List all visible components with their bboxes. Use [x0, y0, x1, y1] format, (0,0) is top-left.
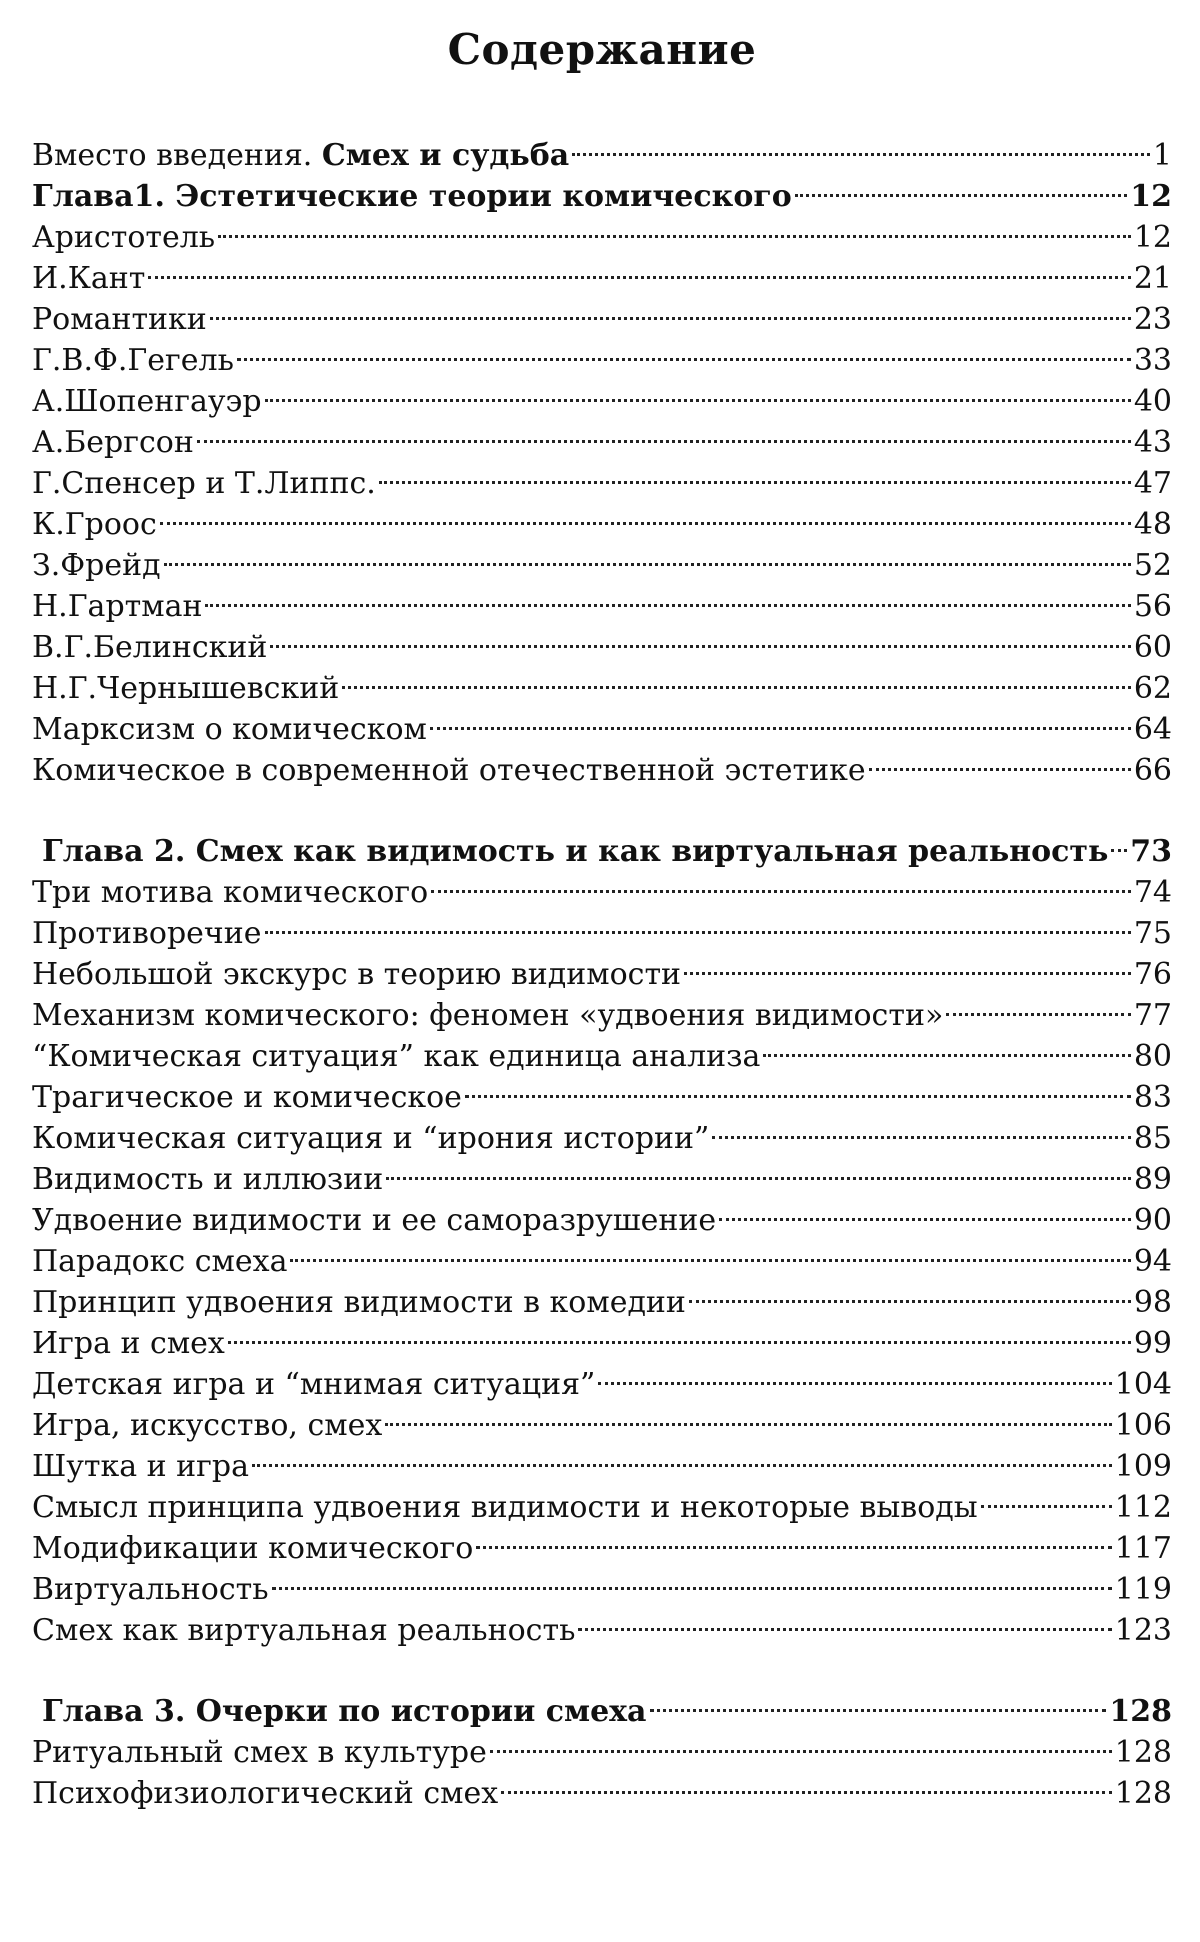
toc-entry-title: В.Г.Белинский — [32, 630, 268, 665]
toc-entry-page: 112 — [1114, 1490, 1172, 1525]
dot-leader — [290, 1230, 1130, 1271]
dot-leader — [572, 124, 1150, 165]
dot-leader — [272, 1558, 1112, 1599]
toc-entry-page: 117 — [1114, 1531, 1172, 1566]
toc-entry-page: 66 — [1133, 753, 1172, 788]
dot-leader — [205, 575, 1130, 616]
toc-entry-page: 123 — [1114, 1613, 1172, 1648]
dot-leader — [210, 288, 1131, 329]
toc-entry-page: 106 — [1114, 1408, 1172, 1443]
toc-entry-title: Принцип удвоения видимости в комедии — [32, 1285, 686, 1320]
toc-entry-title: А.Шопенгауэр — [32, 384, 262, 419]
toc-entry[interactable] — [32, 247, 1172, 296]
dot-leader — [763, 1025, 1130, 1066]
toc-entry-page: 104 — [1114, 1367, 1172, 1402]
chapter-heading[interactable] — [32, 1680, 1172, 1729]
intro-section — [32, 124, 1172, 173]
dot-leader — [490, 1721, 1112, 1762]
chapter-heading[interactable] — [32, 820, 1172, 869]
dot-leader — [342, 657, 1131, 698]
toc-entry-page: 52 — [1133, 548, 1172, 583]
toc-entry-title: Н.Гартман — [32, 589, 203, 624]
dot-leader — [431, 861, 1131, 902]
dot-leader — [465, 1066, 1131, 1107]
toc-entry-title: Г.В.Ф.Гегель — [32, 343, 234, 378]
toc-entry-title: Шутка и игра — [32, 1449, 249, 1484]
chapter-section-1 — [32, 165, 1172, 788]
dot-leader — [430, 698, 1131, 739]
toc-entry-title: Психофизиологический смех — [32, 1776, 499, 1811]
dot-leader — [795, 165, 1128, 206]
toc-entry-title: Игра, искусство, смех — [32, 1408, 383, 1443]
dot-leader — [684, 943, 1131, 984]
toc-entry-page: 94 — [1133, 1244, 1172, 1279]
dot-leader — [501, 1762, 1112, 1803]
toc-entry-title: Комическое в современной отечественной эстетике — [32, 753, 866, 788]
toc-entry-page: 62 — [1133, 671, 1172, 706]
toc-entry-title: Небольшой экскурс в теорию видимости — [32, 957, 682, 992]
toc-entry-title: Детская игра и “мнимая ситуация” — [32, 1367, 596, 1402]
toc-entry-page: 64 — [1133, 712, 1172, 747]
toc-entry-title: Модификации комического — [32, 1531, 474, 1566]
toc-entry-page: 77 — [1133, 998, 1172, 1033]
toc-entry-page: 60 — [1133, 630, 1172, 665]
dot-leader — [160, 493, 1131, 534]
toc-entry-page: 48 — [1133, 507, 1172, 542]
toc-entry-title: Глава 3. Очерки по истории смеха — [42, 1694, 647, 1729]
chapters-list — [32, 165, 1172, 1811]
page-title: Содержание — [447, 25, 757, 74]
toc-entry-page: 128 — [1114, 1776, 1172, 1811]
dot-leader — [719, 1189, 1131, 1230]
toc-entry-title: К.Гроос — [32, 507, 157, 542]
toc-entry[interactable] — [32, 616, 1172, 665]
toc-entry-title: Смысл принципа удвоения видимости и некоторые выводы — [32, 1490, 978, 1525]
toc-entry-title — [32, 135, 569, 176]
toc-entry-page: 21 — [1133, 261, 1172, 296]
dot-leader — [148, 247, 1130, 288]
toc-entry-page: 90 — [1133, 1203, 1172, 1238]
toc-entry-title: Ритуальный смех в культуре — [32, 1735, 487, 1770]
dot-leader — [598, 1353, 1111, 1394]
toc-entry[interactable] — [32, 534, 1172, 583]
toc-entry-title: Глава1. Эстетические теории комического — [32, 179, 792, 214]
toc-entry-intro[interactable] — [32, 124, 1172, 173]
dot-leader — [164, 534, 1131, 575]
dot-leader — [252, 1435, 1112, 1476]
dot-leader — [578, 1599, 1111, 1640]
toc-entry-page: 99 — [1133, 1326, 1172, 1361]
dot-leader — [981, 1476, 1112, 1517]
toc-entry-page: 33 — [1133, 343, 1172, 378]
toc-entry-page: 40 — [1133, 384, 1172, 419]
dot-leader — [265, 902, 1131, 943]
toc-entry-page: 76 — [1133, 957, 1172, 992]
toc-entry-title: Три мотива комического — [32, 875, 429, 910]
dot-leader — [197, 411, 1131, 452]
toc-entry-page: 80 — [1133, 1039, 1172, 1074]
toc-entry-page: 23 — [1133, 302, 1172, 337]
intro-prefix: Вместо введения. — [32, 138, 322, 173]
toc-entry-title: Виртуальность — [32, 1572, 269, 1607]
toc-entry-page: 12 — [1133, 220, 1172, 255]
toc-entry-title: Смех как виртуальная реальность — [32, 1613, 576, 1648]
toc-entry-page: 12 — [1130, 179, 1172, 214]
toc-entry-title: И.Кант — [32, 261, 146, 296]
toc-entry-page: 89 — [1133, 1162, 1172, 1197]
dot-leader — [270, 616, 1130, 657]
toc-entry-title: Противоречие — [32, 916, 262, 951]
toc-entry-title: З.Фрейд — [32, 548, 161, 583]
toc-entry-page: 74 — [1133, 875, 1172, 910]
toc-entry[interactable] — [32, 452, 1172, 501]
toc-entry-title: Романтики — [32, 302, 207, 337]
toc-entry[interactable] — [32, 575, 1172, 624]
dot-leader — [386, 1148, 1131, 1189]
dot-leader — [265, 370, 1131, 411]
toc-entry-page: 128 — [1109, 1694, 1172, 1729]
toc-entry-title: Видимость и иллюзии — [32, 1162, 384, 1197]
toc-entry-title: Аристотель — [32, 220, 216, 255]
toc-entry-page: 128 — [1114, 1735, 1172, 1770]
toc-entry-title: “Комическая ситуация” как единица анализа — [32, 1039, 761, 1074]
toc-entry-page: 109 — [1114, 1449, 1172, 1484]
toc-entry-title: Механизм комического: феномен «удвоения видимости» — [32, 998, 944, 1033]
toc-entry-title: Н.Г.Чернышевский — [32, 671, 340, 706]
toc-entry[interactable] — [32, 411, 1172, 460]
dot-leader — [1111, 820, 1127, 861]
toc-entry-page: 73 — [1130, 834, 1172, 869]
dot-leader — [228, 1312, 1131, 1353]
toc-entry-title: Удвоение видимости и ее саморазрушение — [32, 1203, 717, 1238]
toc-entry-page: 56 — [1133, 589, 1172, 624]
toc-entry-page: 43 — [1133, 425, 1172, 460]
dot-leader — [476, 1517, 1111, 1558]
toc-entry-page: 1 — [1152, 138, 1172, 173]
intro-title: Смех и судьба — [321, 138, 570, 173]
toc-entry-page: 98 — [1133, 1285, 1172, 1320]
dot-leader — [946, 984, 1131, 1025]
dot-leader — [712, 1107, 1130, 1148]
toc-entry-title: Комическая ситуация и “ирония истории” — [32, 1121, 710, 1156]
toc-entry[interactable] — [32, 288, 1172, 337]
toc-entry[interactable] — [32, 493, 1172, 542]
dot-leader — [379, 452, 1131, 493]
toc-entry-title: Глава 2. Смех как видимость и как виртуальная реальность — [42, 834, 1109, 869]
dot-leader — [689, 1271, 1131, 1312]
toc-entry-title: Г.Спенсер и Т.Липпс. — [32, 466, 376, 501]
dot-leader — [237, 329, 1131, 370]
toc-entry-page: 85 — [1133, 1121, 1172, 1156]
toc-entry-page: 83 — [1133, 1080, 1172, 1115]
dot-leader — [650, 1680, 1107, 1721]
chapter-section-3 — [32, 1680, 1172, 1811]
dot-leader — [218, 206, 1131, 247]
dot-leader — [385, 1394, 1111, 1435]
chapter-section-2 — [32, 820, 1172, 1648]
dot-leader — [869, 739, 1131, 780]
toc-entry-title: Трагическое и комическое — [32, 1080, 462, 1115]
toc-entry-title: Парадокс смеха — [32, 1244, 288, 1279]
toc-entry-title: А.Бергсон — [32, 425, 194, 460]
toc-entry-title: Игра и смех — [32, 1326, 225, 1361]
toc-entry-page: 47 — [1133, 466, 1172, 501]
toc-entry-page: 75 — [1133, 916, 1172, 951]
toc-entry-page: 119 — [1114, 1572, 1172, 1607]
toc-entry-title: Марксизм о комическом — [32, 712, 427, 747]
